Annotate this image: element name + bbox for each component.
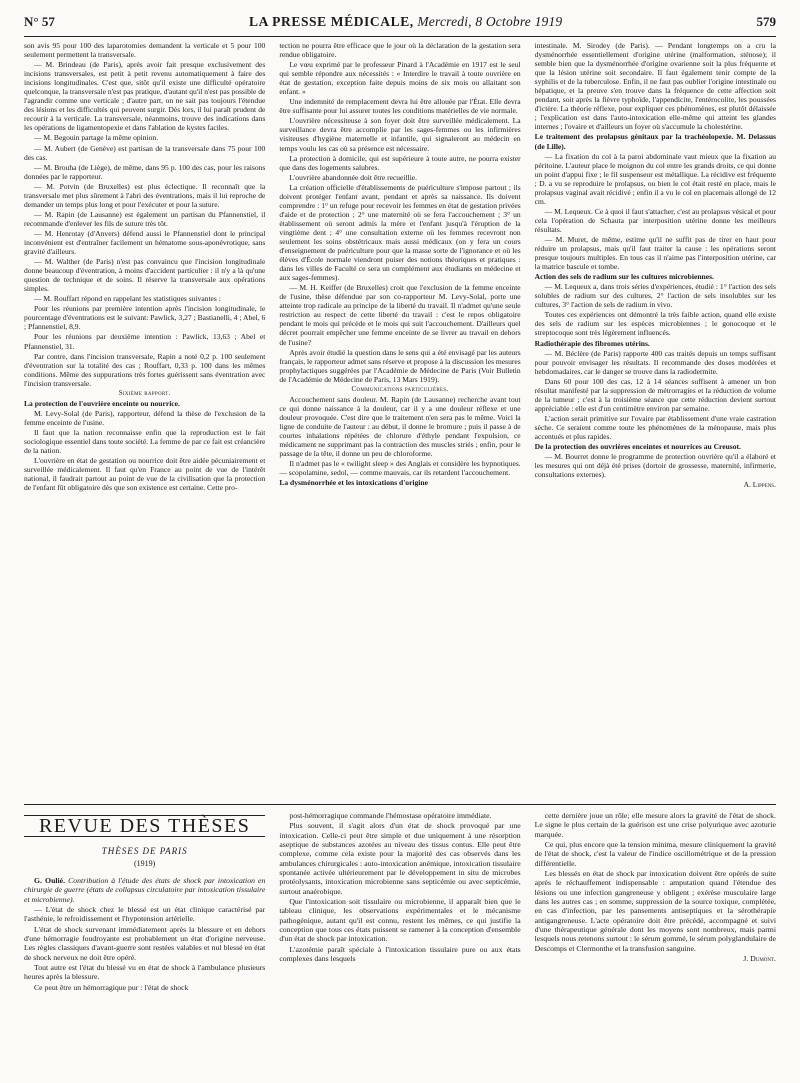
theses-column-1 [24, 811, 265, 1083]
paragraph: — M. Potvin (de Bruxelles) est plus éclectique. Il reconnaît que la transversale met plus sûrement à l'abri des éventrations, mais il lui reproche de demander un temps plus long et pour l'exécuter et pour la suture. [24, 181, 266, 209]
paragraph: — L'état de shock chez le blessé est un état clinique caractérisé par l'asthénie, le refroidissement et l'hypotension artérielle. [24, 905, 266, 924]
paragraph: — M. Walther (de Paris) n'est pas convaincu que l'incision longitudinale donne beaucoup d'éventration, à moins d'accident particulier : il n'y a là qu'une question de technique et de soins. Il réserve la transversale aux opérations simples. [24, 257, 266, 294]
paragraph: — M. Muret, de même, estime qu'il ne suffit pas de tirer en haut pour réduire un prolapsus, mais qu'il faut traiter la cause : les opérations seront presque toujours multiples. En tous cas il n'aime pas l'interposition utérine, car la matrice bascule et tombe. [534, 234, 776, 272]
journal-title: LA PRESSE MÉDICALE, [248, 14, 414, 29]
column-2-paragraphs [279, 41, 520, 384]
paragraph: tection ne pourra être efficace que le jour où la déclaration de la gestation sera rendue obligatoire. [279, 41, 521, 60]
thesis-author: G. Oulié. [34, 876, 66, 886]
paragraph: — M. Begouin partage la même opinion. [34, 133, 159, 143]
paragraph: Accouchement sans douleur. M. Rapin (de Lausanne) recherche avant tout ce qui donne naissance à la douleur, car il y a une douleur réflexe et une douleur provoquée. C'est dire que le traitement n'en sera pas le même. Voici la ligne de conduite de l'auteur : au début, il donne le bromure ; puis il passe à de courtes inhalations répétées de chlorure d'éthyle pendant l'expulsion, ce médicament ne supprimant pas la contraction des muscles striés ; enfin, pour le passage de la tête, il donne un peu de chloroforme. [279, 394, 521, 459]
paragraph: Plus souvent, il s'agit alors d'un état de shock provoqué par une intoxication. Celle-ci peut être simple et due uniquement à une résorption aseptique de substances azotées au niveau des tissus contus. Elle peut être complexe, comme cela existe pour la majorité des cas observés dans les ambulances chirurgicales : auto-intoxication anémique, intoxication tissulaire spontanée activée ultérieurement par le développement in situ de microbes protéolysants, intoxication microbienne sans septicémie ou avec septicémie, surtout anaérobique. [279, 821, 521, 896]
paragraph: Que l'intoxication soit tissulaire ou microbienne, il apparaît bien que le tableau clinique, les observations expérimentales et le mécanisme pathogénique, autant qu'il est connu, restent les mêmes, ce qui justifie la conception que tous ces états puissent se ramener à la conception d'ensemble d'un état de shock par intoxication. [279, 897, 521, 944]
header-rule [24, 36, 776, 37]
paragraph: — M. Brindeau (de Paris), après avoir fait presque exclusivement des incisions transversales, est petit à petit revenu automatiquement à faire des incisions longitudinales. C'est que, sitôt qu'il existe une difficulté opératoire quelconque, la transversale n'est pas pratique, d'autant qu'il n'est pas possible de l'agrandir comme une verticale ; d'autre part, on ne sait pas toujours l'étendue des lésions et les difficultés qui peuvent surgir. Dès lors, il lui paraît prudent de recourir à la verticale. La transversale, néanmoins, trouve des indications dans les opérations de ligamentopexie et dans l'ablation de kystes faciles. [24, 60, 266, 133]
thesis-title-paragraph [24, 876, 265, 904]
paragraph: — M. Lequeux a, dans trois séries d'expériences, étudié : 1° l'action des sels solubles de radium sur des cultures, 2° l'action de sels insolubles sur les cultures, 3° l'action de sels de radium in vivo. [534, 282, 776, 310]
section-heading-creusot: De la protection des ouvrières enceintes et nourrices au Creusot. [534, 442, 741, 452]
issue-date: Mercredi, 8 Octobre 1919 [417, 14, 563, 29]
paragraph: Les blessés en état de shock par intoxication doivent être opérés de suite après le réchauffement indispensable : amputation quand l'étendue des lésions ou une infection gangreneuse y obligent ; exérèse musculaire large dans les autres cas ; en somme, suppression de la source toxique, complétée, en cas d'infection, par les pansements antiseptiques et la sérothérapie antigangreneuse. L'acte opératoire doit être précédé, accompagné et suivi d'une thérapeutique générale dont les moyens sont nombreux, mais parmi lesquels nous retenons surtout : le sérum gommé, le sérum polyglandulaire de Descomps et Clermonthe et la transfusion sanguine. [534, 869, 776, 953]
revue-des-theses-banner: REVUE DES THÈSES [24, 815, 265, 837]
section-divider [24, 804, 776, 805]
paragraph: — M. Henrotay (d'Anvers) défend aussi le Pfannenstiel dont le principal inconvénient est d'entraîner facilement un hématome sous-aponévrotique, sans gravité d'ailleurs. [24, 228, 266, 257]
column-1-paragraphs [24, 41, 265, 388]
paragraph: Pour les réunions par deuxième intention : Pawlick, 13,63 ; Abel et Pfannenstiel, 31. [24, 332, 266, 351]
paragraph: Toutes ces expériences ont démontré la très faible action, quand elle existe des sels de radium sur les espèces microbiennes ; le gonocoque et le streptocoque sont très légèrement influencés. [534, 310, 776, 338]
paragraph: — La fixation du col à la paroi abdominale vaut mieux que la fixation au péritoine. L'auteur place le moignon du col entre les grands droits, ce qui donne un point d'appui fixe ; le fil suspenseur est métallique. La récidive est fréquente ; D. a vu se reproduire le prolapsus, ou bien le col était resté en place, mais le prolapsus vaginal avait récidivé ; enfin il a vu le col en placemais allongé de 12 cm. [534, 151, 776, 206]
section-heading-radium: Action des sels de radium sur les cultures microbiennes. [534, 272, 714, 282]
paragraph: L'ouvrière nécessiteuse à son foyer doit être surveillée médicalement. La surveillance devra être accomplie par les sages-femmes ou les infirmières visiteuses d'hygiène maternelle et infantile, qui signaleront au médecin en temps voulu les cas où sa présence est nécessaire. [279, 116, 521, 153]
paragraph: M. Levy-Solal (de Paris), rapporteur, défend la thèse de l'exclusion de la femme enceinte de l'usine. [24, 408, 266, 427]
column-3 [535, 41, 776, 798]
theses-column-3 [535, 811, 776, 1083]
paragraph: Par contre, dans l'incision transversale, Rapin a noté 0,2 p. 100 seulement d'éventration sur la totalité des cas ; Rouffart, 0,33 p. 100 dans les mêmes conditions. Même des suppurations très fortes guérissent sans éventration avec l'incision transversale. [24, 351, 266, 388]
column-3a-paragraphs [535, 152, 776, 272]
theses-column-2-paragraphs [279, 811, 520, 964]
report-label: Sixième rapport. [118, 388, 171, 397]
paragraph: — M. Rapin (de Lausanne) est également un partisan du Pfannenstiel, il recommande d'enlever les fils de suture très tôt. [24, 209, 266, 228]
column-3b-paragraphs [535, 282, 776, 337]
section-heading-dysmenorrhee: La dysménorrhée et les intoxications d'origine [279, 478, 428, 488]
paragraph: — M. Brouha (de Liège), de même, dans 95 p. 100 des cas, pour les raisons données par le rapporteur. [24, 162, 266, 181]
section-heading-prolapsus: Le traitement des prolapsus génitaux par la trachéolopexie. M. Delassus (de Lille). [534, 132, 776, 151]
top-columns [24, 41, 776, 798]
journal-title-line [249, 14, 562, 30]
paragraph: La protection à domicile, qui est supérieure à toute autre, ne pourra exister que dans des logements salubres. [279, 153, 521, 172]
paragraph: — M. Aubert (de Genève) est partisan de la transversale dans 75 pour 100 des cas. [24, 143, 266, 162]
column-1 [24, 41, 265, 798]
paragraph: Dans 60 pour 100 des cas, 12 à 14 séances suffisent à amener un bon résultat manifesté par la suppression de métrorragies et la réduction de volume de la tumeur ; c'est à la troisième séance que cette réduction devient surtout appréciable : elle est d'un centimètre environ par semaine. [534, 376, 776, 413]
paragraph: — M. H. Keiffer (de Bruxelles) croit que l'exclusion de la femme enceinte de l'usine, thèse défendue par son co-rapporteur M. Levy-Solal, porte une atteinte trop radicale au principe de la liberté du travail. Il n'admet qu'une seule restriction au respect de cette liberté du travail : c'est le repos obligatoire pendant le mois qui précède et le mois qui suit l'accouchement. D'ailleurs quel décret pourrait empêcher une femme enceinte de se livrer au travail en dehors de l'usine? [279, 283, 521, 347]
column-2b-paragraphs [279, 395, 520, 477]
column-1b-paragraphs [24, 409, 265, 492]
section-heading-radiotherapie: Radiothérapie des fibromes utérins. [534, 338, 650, 348]
paragraph: Le vœu exprimé par le professeur Pinard à l'Académie en 1917 est le seul qui semble répondre aux nécessités : « Interdire le travail à toute ouvrière en état de gestation, exception faite depuis moins de six mois ou allaitant son enfant. » [279, 60, 521, 97]
column-3-paragraphs [535, 41, 776, 131]
paragraph: cette dernière joue un rôle; elle mesure alors la gravité de l'état de shock. Le signe le plus certain de la guérison est une crise polyurique avec azoturie marquée. [534, 811, 776, 839]
paragraph: Il faut que la nation reconnaisse enfin que la reproduction est le fait sociologique essentiel dans toute société. La femme de par ce fait est créancière de la nation. [24, 427, 266, 456]
paragraph: L'action serait primitive sur l'ovaire par établissement d'une vraie castration sèche. Ce seraient comme toute les phénomènes de la ménopause, mais plus accentués et plus rapides. [534, 413, 776, 441]
paragraph: Une indemnité de remplacement devra lui être allouée par l'État. Elle devra être suffisante pour lui assurer toutes les conditions matérielles de vie normale. [279, 97, 521, 116]
paragraph: L'ouvrière en état de gestation ou nourrice doit être aidée pécuniairement et surveillée médicalement. Il faut qu'en France au point de vue de l'intérêt national, il faudrait partout au point de vue de la civilisation que la protection de l'enfant fût obligatoire dès que son existence est certaine. Cette pro- [24, 456, 266, 493]
paragraph: — M. Lequeux. Ce à quoi il faut s'attacher, c'est au prolapsus vésical et pour cela l'opération de Schauta par interposition utérine donne les meilleurs résultats. [534, 206, 776, 234]
paragraph: Tout autre est l'état du blessé vu en état de shock à l'ambulance plusieurs heures après la blessure. [24, 963, 266, 982]
theses-column-2 [279, 811, 520, 1083]
theses-subheading: THÈSES DE PARIS [101, 846, 188, 857]
paragraph: Il n'admet pas le « twilight sleep » des Anglais et considère les hypnotiques. — scopolamine, sedol, — comme mauvais, car ils retardent l'accouchement. [279, 459, 521, 478]
theses-column-3-paragraphs [535, 811, 776, 953]
paragraph: La création officielle d'établissements de puériculture s'impose partout ; ils doivent protéger l'enfant avant, pendant et après sa naissance. Ils doivent comprendre : 1° un refuge pour recevoir les femmes en état de gestation privées d'aide et de protection ; 2° une maternité où se fera l'accouchement ; 3° un établissement où seront admis la mère et l'enfant jusqu'à l'éruption de la vingtième dent ; 4° une consultation externe où les femmes recevront non seulement les soins obstétricaux mais aussi médicaux (on y fera un cours d'enseignement de puériculture pour que la masse sorte de l'ignorance et où les élèves d'École normale viendront puiser des notions théoriques et pratiques : dans les villes de Faculté ce sera un complément aux étudiants en médecine et aux sages-femmes). [279, 182, 521, 283]
paragraph: L'azotémie paraît spéciale à l'intoxication tissulaire pure ou aux états complexes dans lesquels [279, 944, 521, 964]
theses-year: (1919) [134, 858, 156, 868]
theses-column-1-paragraphs [24, 905, 265, 992]
thesis-title: Contribution à l'étude des états de shock par intoxication en chirurgie de guerre (états de collapsus circulatoire par intoxication tissulaire et microbienne). [24, 876, 266, 904]
paragraph: intestinale. M. Sirodey (de Paris). — Pendant longtemps on a cru la dysménorrhée essentiellement d'origine utérine (malformation, sténose); il semble bien que la dysménorrhée d'origine ovarienne soit la plus fréquente et que la lésion utérine soit secondaire. Il faut également tenir compte de la syphilis et de la tuberculose. Enfin, il ne faut pas oublier l'origine intestinale ou hépatique, et la preuve s'en trouve dans la fréquence de cette affection soit pendant, soit après la fièvre typhoïde, l'appendicite, l'entérocolite, les poussées d'ictère. La théorie réflexe, pour expliquer ces phénomènes, est plutôt délaissée ; l'explication est dans l'auto-intoxication elle-même qui atteint les glandes internes ; l'ovaire et d'ailleurs un foyer où s'accumule la cholestérine. [534, 41, 776, 132]
bottom-columns [24, 811, 776, 1083]
communications-label: Communications particulières. [351, 384, 449, 393]
paragraph: — M. Béclère (de Paris) rapporte 400 cas traités depuis un temps suffisant pour pouvoir envisager les résultats. Il recommande des doses modérées et hebdomadaires, car le danger se trouve dans la radiodermite. [534, 348, 776, 376]
section-heading-protection: La protection de l'ouvrière enceinte ou nourrice. [24, 398, 180, 408]
paragraph: Pour les réunions par première intention après l'incision longitudinale, le pourcentage d'éventrations est le suivant: Pawlick, 3,27 ; Bastianelli, 4 ; Abel, 6 ; Pfannenstiel, 8,9. [24, 304, 266, 332]
paragraph: Ce peut être un hémorragique pur : l'état de shock [34, 982, 189, 992]
paragraph: L'ouvrière abandonnée doit être recueillie. [289, 172, 418, 182]
issue-number: N° 57 [24, 14, 55, 29]
paragraph: L'état de shock survenant immédiatement après la blessure et en dehors d'une hémorragie foudroyante est probablement un état d'origine nerveuse. Les règles classiques d'avant-guerre sont restées valables et nul blessé en état de shock nerveux ne doit être opéré. [24, 924, 266, 962]
paragraph: Après avoir étudié la question dans le sens qui a été envisagé par les auteurs français, le rapporteur admet sans réserve et propose à la discussion les mesures prophylactiques suggérées par l'Académie de Médecine de Paris (Voir Bulletin de l'Académie de Médecine de Paris, 13 Mars 1919). [279, 347, 521, 384]
signature-lippens: A. Lippens. [743, 480, 776, 490]
paragraph: Ce qui, plus encore que la tension minima, mesure cliniquement la gravité de l'état de shock, c'est la valeur de l'indice oscillométrique et de la pression différentielle. [534, 840, 776, 868]
signature-dumont: J. Dumont. [743, 954, 776, 964]
column-2 [279, 41, 520, 798]
creusot-paragraph: — M. Bourret donne le programme de protection ouvrière qu'il a élaboré et les mesures qui ont déjà été prises (dortoir de grossesse, maternité, infirmerie, consultations externes). [534, 452, 776, 480]
page-header [24, 14, 776, 36]
column-3c-paragraphs [535, 349, 776, 441]
paragraph: post-hémorragique commande l'hémostase opératoire immédiate. [289, 811, 492, 820]
paragraph: son avis 95 pour 100 des laparotomies demandent la verticale et 5 pour 100 seulement permettent la transversale. [24, 41, 266, 60]
page-number: 579 [756, 14, 776, 29]
paragraph: — M. Rouffart répond en rappelant les statistiques suivantes : [34, 294, 221, 304]
